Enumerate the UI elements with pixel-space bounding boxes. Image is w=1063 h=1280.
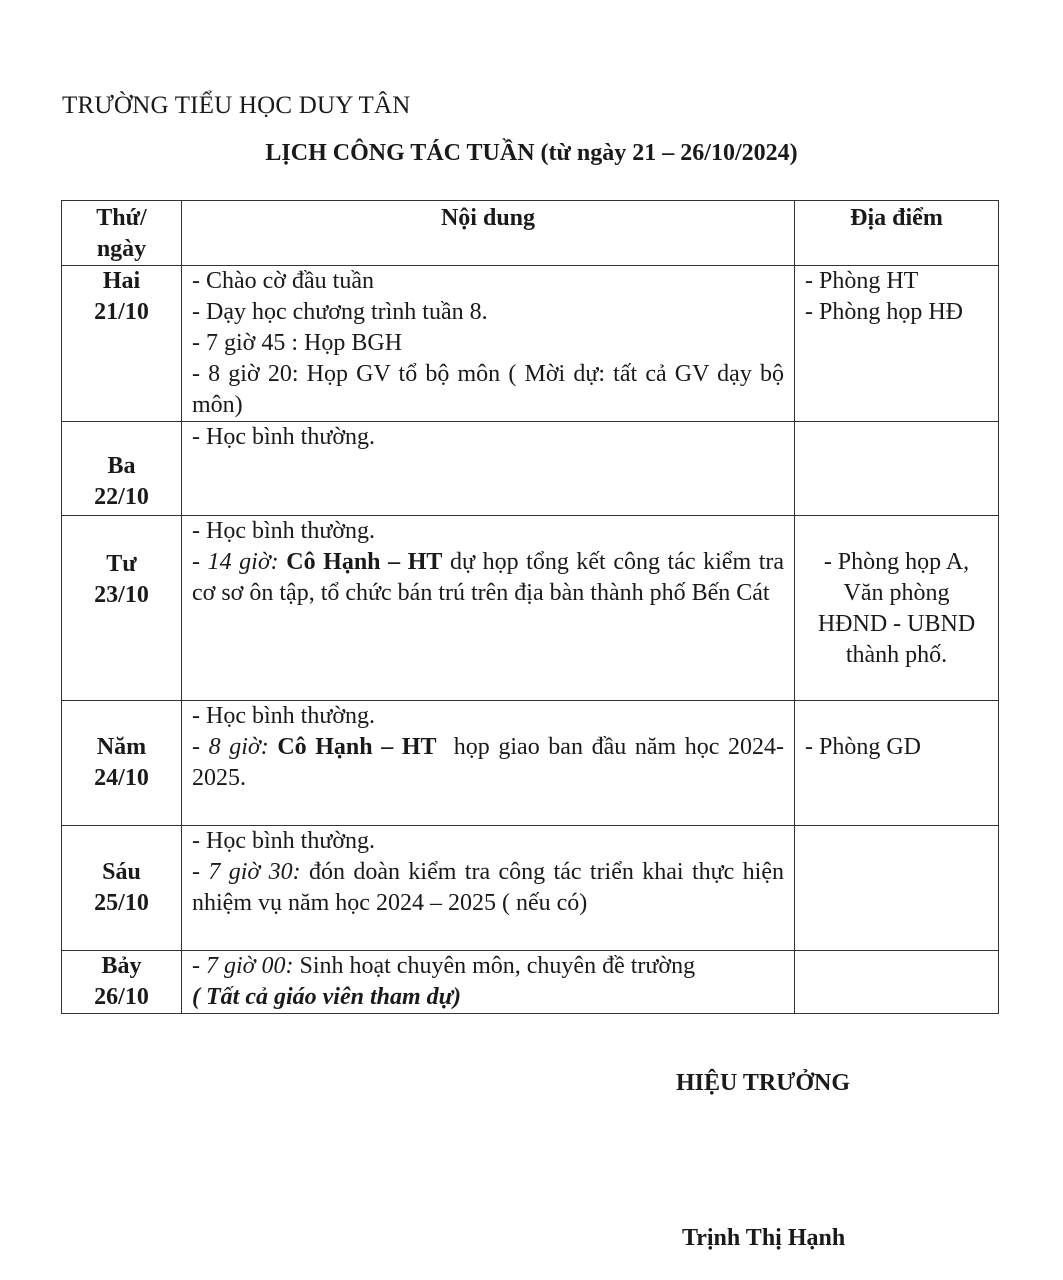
table-row: [62, 266, 999, 422]
document-title: LỊCH CÔNG TÁC TUẦN (từ ngày 21 – 26/10/2024): [265, 140, 798, 166]
day-cell: Tư 23/10: [62, 516, 182, 701]
day-cell: Hai 21/10: [62, 266, 182, 422]
place-cell: - Phòng GD: [795, 701, 999, 826]
content-cell: - Học bình thường. - 8 giờ: Cô Hạnh – HT họp giao ban đầu năm học 2024-2025.: [182, 701, 795, 826]
table-row: [62, 701, 999, 826]
place-cell: [795, 951, 999, 1014]
day-cell: Bảy 26/10: [62, 951, 182, 1014]
table-row: [62, 516, 999, 701]
school-name: TRƯỜNG TIỂU HỌC DUY TÂN: [62, 92, 411, 119]
table-row: [62, 826, 999, 951]
header-day: Thứ/ ngày: [62, 201, 182, 266]
place-cell: - Phòng họp A, Văn phòng HĐND - UBND thành phố.: [795, 516, 999, 701]
day-cell: Ba 22/10: [62, 422, 182, 516]
day-cell: Sáu 25/10: [62, 826, 182, 951]
content-cell: - Học bình thường. - 7 giờ 30: đón doàn kiểm tra công tác triển khai thực hiện nhiệm vụ năm học 2024 – 2025 ( nếu có): [182, 826, 795, 951]
content-cell: - Học bình thường.: [182, 422, 795, 516]
table-row: [62, 951, 999, 1014]
header-content: Nội dung: [182, 201, 795, 266]
place-cell: - Phòng HT - Phòng họp HĐ: [795, 266, 999, 422]
table-header-row: [62, 201, 999, 266]
content-cell: - Chào cờ đầu tuần - Dạy học chương trình tuần 8. - 7 giờ 45 : Họp BGH - 8 giờ 20: Họp GV tổ bộ môn ( Mời dự: tất cả GV dạy bộ môn): [182, 266, 795, 422]
header-place: Địa điểm: [795, 201, 999, 266]
signature-name: Trịnh Thị Hạnh: [682, 1225, 846, 1251]
day-cell: Năm 24/10: [62, 701, 182, 826]
signature-role: HIỆU TRƯỞNG: [676, 1070, 851, 1096]
content-cell: - Học bình thường. - 14 giờ: Cô Hạnh – HT dự họp tổng kết công tác kiểm tra cơ sơ ôn tập, tổ chức bán trú trên địa bàn thành phố Bến Cát: [182, 516, 795, 701]
place-cell: [795, 826, 999, 951]
place-cell: [795, 422, 999, 516]
content-cell: - 7 giờ 00: Sinh hoạt chuyên môn, chuyên đề trường ( Tất cả giáo viên tham dự): [182, 951, 795, 1014]
schedule-table: [61, 200, 999, 1014]
table-row: [62, 422, 999, 516]
